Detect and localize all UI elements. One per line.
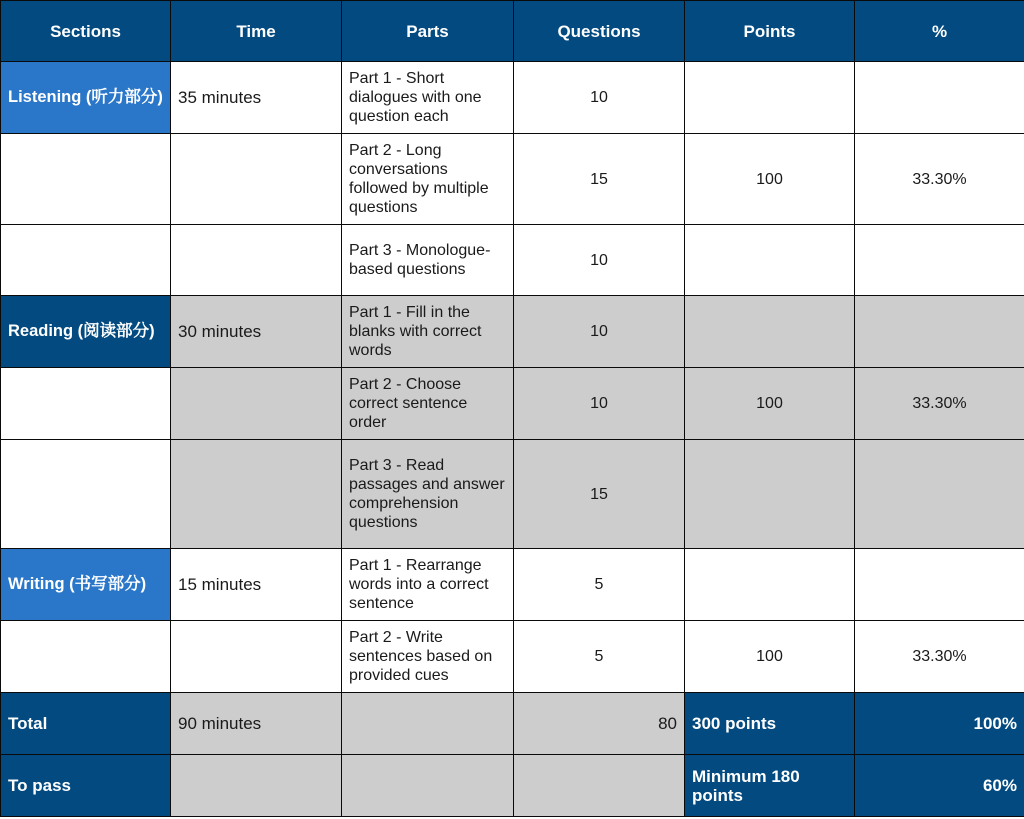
time-cell (171, 134, 342, 225)
header-percent: % (855, 1, 1024, 62)
part-cell: Part 1 - Short dialogues with one question each (342, 62, 514, 134)
time-cell: 15 minutes (171, 549, 342, 621)
pass-row (1, 755, 1024, 817)
pass-questions (514, 755, 685, 817)
section-cell (1, 134, 171, 225)
pass-label: To pass (1, 755, 171, 817)
questions-cell: 10 (514, 296, 685, 368)
section-cell (1, 440, 171, 549)
points-cell (685, 440, 855, 549)
percent-cell: 33.30% (855, 368, 1024, 440)
points-cell (685, 62, 855, 134)
part-cell: Part 3 - Monologue-based questions (342, 225, 514, 296)
header-row (1, 1, 1024, 62)
part-cell: Part 2 - Write sentences based on provided cues (342, 621, 514, 693)
points-cell (685, 225, 855, 296)
percent-cell (855, 296, 1024, 368)
percent-cell (855, 62, 1024, 134)
header-parts: Parts (342, 1, 514, 62)
part-cell: Part 2 - Choose correct sentence order (342, 368, 514, 440)
questions-cell: 15 (514, 440, 685, 549)
table-row (1, 549, 1024, 621)
table-row (1, 62, 1024, 134)
total-row (1, 693, 1024, 755)
time-cell (171, 368, 342, 440)
table-row (1, 296, 1024, 368)
total-points: 300 points (685, 693, 855, 755)
questions-cell: 15 (514, 134, 685, 225)
questions-cell: 10 (514, 368, 685, 440)
table-row (1, 134, 1024, 225)
table-row (1, 368, 1024, 440)
percent-cell (855, 225, 1024, 296)
section-cell (1, 621, 171, 693)
part-cell: Part 3 - Read passages and answer comprehension questions (342, 440, 514, 549)
points-cell (685, 296, 855, 368)
header-points: Points (685, 1, 855, 62)
total-label: Total (1, 693, 171, 755)
questions-cell: 5 (514, 621, 685, 693)
section-cell: Listening (听力部分) (1, 62, 171, 134)
section-cell: Writing (书写部分) (1, 549, 171, 621)
part-cell: Part 1 - Rearrange words into a correct sentence (342, 549, 514, 621)
questions-cell: 10 (514, 62, 685, 134)
table-row (1, 225, 1024, 296)
pass-parts (342, 755, 514, 817)
section-cell: Reading (阅读部分) (1, 296, 171, 368)
time-cell (171, 225, 342, 296)
table-row (1, 621, 1024, 693)
part-cell: Part 2 - Long conversations followed by multiple questions (342, 134, 514, 225)
part-cell: Part 1 - Fill in the blanks with correct words (342, 296, 514, 368)
total-time: 90 minutes (171, 693, 342, 755)
percent-cell (855, 440, 1024, 549)
total-parts (342, 693, 514, 755)
total-percent: 100% (855, 693, 1024, 755)
points-cell (685, 549, 855, 621)
percent-cell (855, 549, 1024, 621)
header-questions: Questions (514, 1, 685, 62)
percent-cell: 33.30% (855, 134, 1024, 225)
pass-time (171, 755, 342, 817)
header-time: Time (171, 1, 342, 62)
section-cell (1, 225, 171, 296)
percent-cell: 33.30% (855, 621, 1024, 693)
time-cell: 35 minutes (171, 62, 342, 134)
points-cell: 100 (685, 368, 855, 440)
time-cell (171, 440, 342, 549)
questions-cell: 10 (514, 225, 685, 296)
questions-cell: 5 (514, 549, 685, 621)
time-cell (171, 621, 342, 693)
total-questions: 80 (514, 693, 685, 755)
points-cell: 100 (685, 134, 855, 225)
section-cell (1, 368, 171, 440)
table-row (1, 440, 1024, 549)
header-sections: Sections (1, 1, 171, 62)
points-cell: 100 (685, 621, 855, 693)
time-cell: 30 minutes (171, 296, 342, 368)
pass-points: Minimum 180 points (685, 755, 855, 817)
pass-percent: 60% (855, 755, 1024, 817)
